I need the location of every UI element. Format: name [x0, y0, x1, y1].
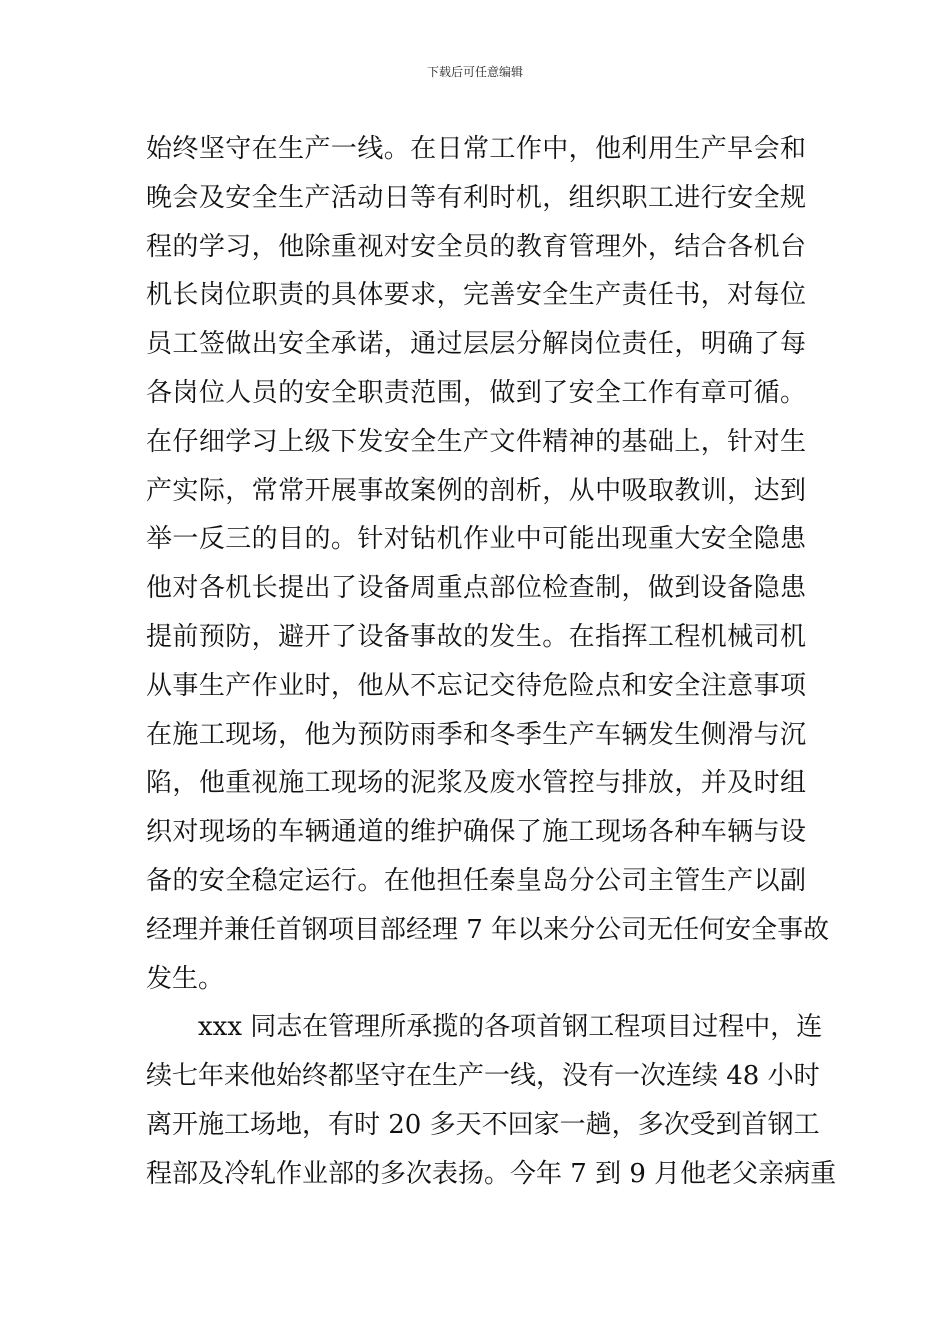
text-line: xxx 同志在管理所承揽的各项首钢工程项目过程中，连 [198, 1012, 823, 1043]
text-line: 员工签做出安全承诺，通过层层分解岗位责任，明确了每 [146, 329, 806, 360]
text-line: 他对各机长提出了设备周重点部位检查制，做到设备隐患 [146, 573, 806, 604]
text-line: 续七年来他始终都坚守在生产一线，没有一次连续 48 小时 [146, 1061, 820, 1092]
document-body [146, 125, 837, 1199]
text-line: 经理并兼任首钢项目部经理 7 年以来分公司无任何安全事故 [146, 914, 830, 945]
text-line: 提前预防，避开了设备事故的发生。在指挥工程机械司机 [146, 621, 806, 652]
text-line: 在施工现场，他为预防雨季和冬季生产车辆发生侧滑与沉 [146, 719, 806, 750]
text-line: 从事生产作业时，他从不忘记交待危险点和安全注意事项 [146, 670, 806, 701]
text-line: 程部及冷轧作业部的多次表扬。今年 7 到 9 月他老父亲病重 [146, 1158, 837, 1189]
text-line: 产实际，常常开展事故案例的剖析，从中吸取教训，达到 [146, 475, 806, 506]
text-line: 陷，他重视施工现场的泥浆及废水管控与排放，并及时组 [146, 768, 806, 799]
text-line: 举一反三的目的。针对钻机作业中可能出现重大安全隐患 [146, 524, 806, 555]
text-line: 晚会及安全生产活动日等有利时机，组织职工进行安全规 [146, 182, 806, 213]
text-line: 始终坚守在生产一线。在日常工作中，他利用生产早会和 [146, 134, 806, 164]
text-line: 在仔细学习上级下发安全生产文件精神的基础上，针对生 [146, 426, 806, 457]
text-line: 发生。 [146, 963, 225, 994]
text-line: 备的安全稳定运行。在他担任秦皇岛分公司主管生产以副 [146, 865, 806, 896]
text-line: 机长岗位职责的具体要求，完善安全生产责任书，对每位 [146, 280, 806, 311]
text-line: 织对现场的车辆通道的维护确保了施工现场各种车辆与设 [146, 817, 806, 848]
text-line: 程的学习，他除重视对安全员的教育管理外，结合各机台 [146, 231, 806, 262]
paragraph-1 [146, 125, 830, 1003]
page-header: 下载后可任意编辑 [426, 65, 523, 79]
text-line: 离开施工场地，有时 20 多天不回家一趟，多次受到首钢工 [146, 1109, 820, 1140]
text-line: 各岗位人员的安全职责范围，做到了安全工作有章可循。 [146, 377, 806, 408]
paragraph-2 [146, 1003, 837, 1198]
